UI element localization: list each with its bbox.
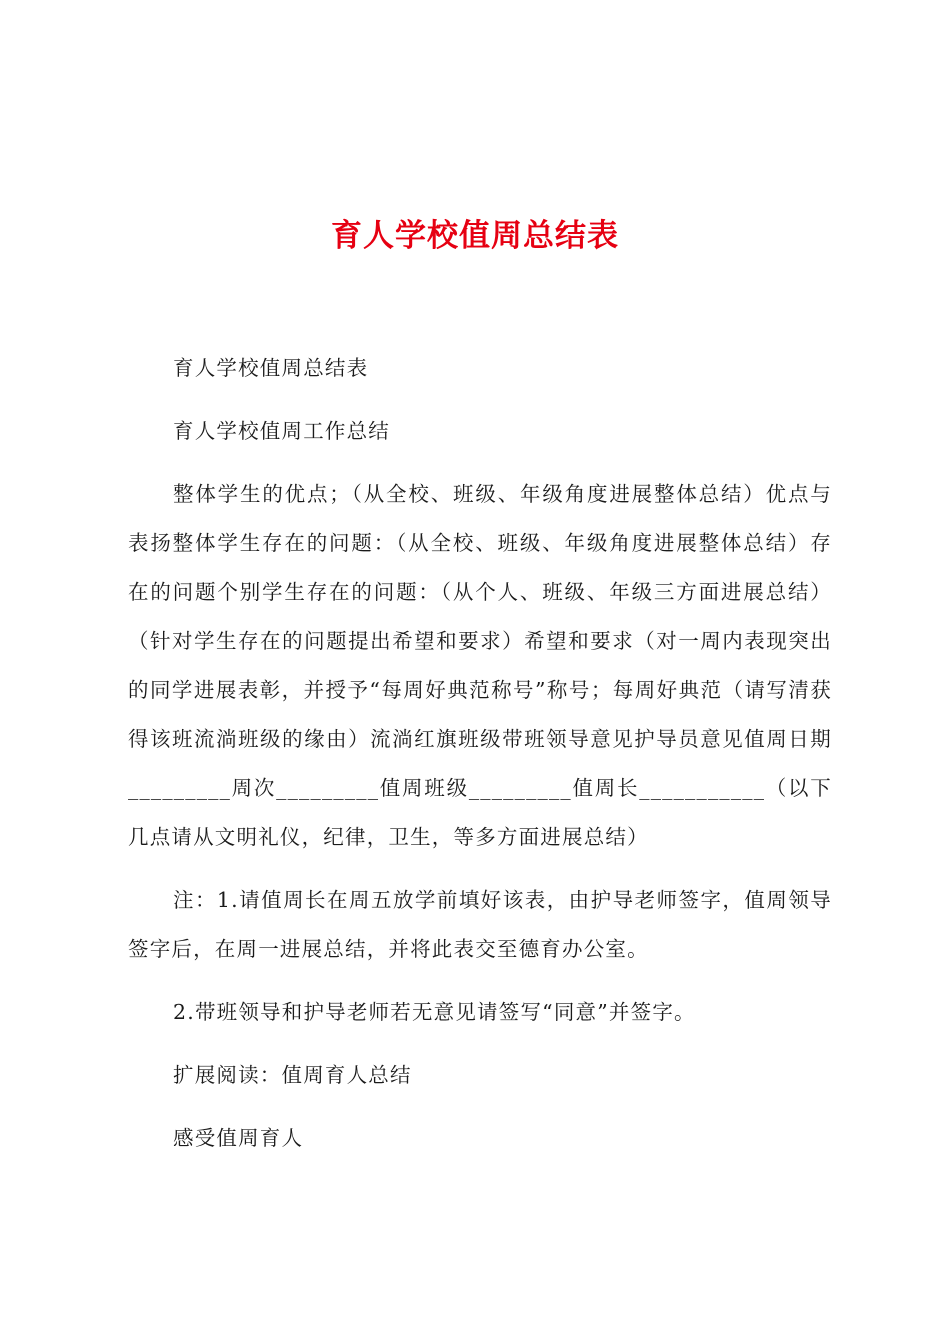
paragraph-note-2: 2.带班领导和护导老师若无意见请签写“同意”并签字。: [173, 1000, 696, 1024]
paragraph-heading-repeat: 育人学校值周总结表: [173, 356, 369, 380]
document-title: 育人学校值周总结表: [331, 218, 619, 254]
paragraph-extended-reading: 扩展阅读：值周育人总结: [173, 1063, 412, 1087]
paragraph-subtitle: 育人学校值周工作总结: [173, 419, 390, 443]
paragraph-main-content: 整体学生的优点；（从全校、班级、年级角度进展整体总结）优点与表扬整体学生存在的问题：（从全校、班级、年级角度进展整体总结）存在的问题个别学生存在的问题：（从个人、班级、年级三方面进展总结）（针对学生存在的问题提出希望和要求）希望和要求（对一周内表现突出的同学进展表彰，并授予“每周好典范称号”称号；每周好典范（请写清获得该班流淌班级的缘由）流淌红旗班级带班领导意见护导员意见值周日期_________周次_________值周班级_________值周长___________（以下几点请从文明礼仪，纪律，卫生，等多方面进展总结）: [128, 482, 832, 849]
document-body: [128, 344, 832, 1177]
paragraph-note-1: 注：1.请值周长在周五放学前填好该表，由护导老师签字，值周领导签字后，在周一进展总结，并将此表交至德育办公室。: [128, 888, 832, 961]
paragraph-final-heading: 感受值周育人: [173, 1126, 304, 1150]
